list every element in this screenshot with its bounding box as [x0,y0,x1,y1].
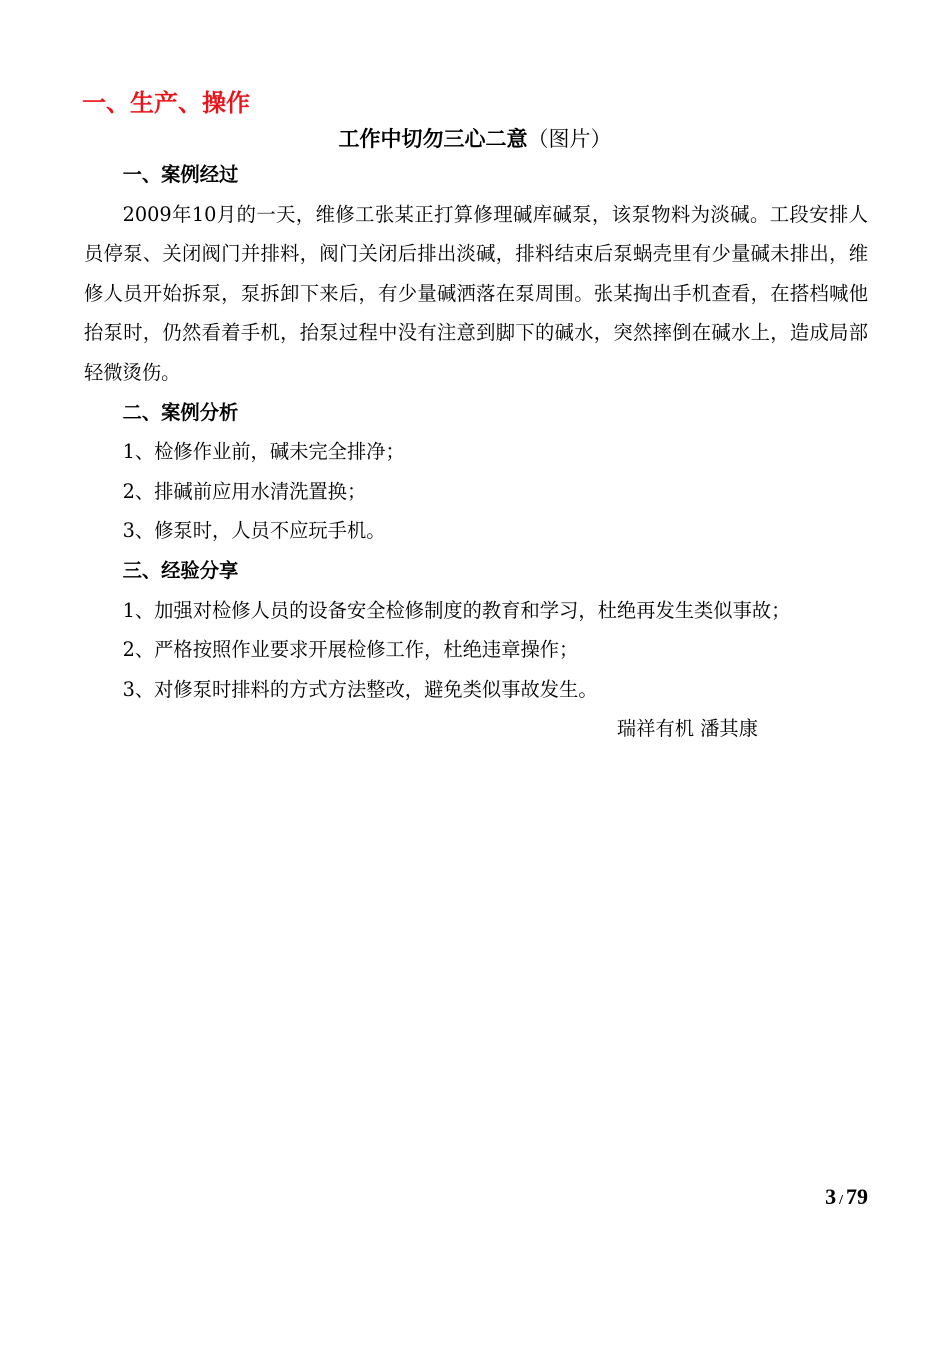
article-body [84,155,868,749]
article-title [0,120,950,158]
section-heading-process: 一、案例经过 [122,163,239,186]
analysis-item: 3、修泵时，人员不应玩手机。 [122,519,386,543]
article-title-sub: （图片） [527,127,612,151]
page-number-total: 79 [846,1184,868,1209]
page-number-separator: / [839,1193,843,1208]
lesson-item: 2、严格按照作业要求开展检修工作，杜绝违章操作； [122,638,579,662]
page-number-current: 3 [825,1184,837,1209]
section-heading-lessons: 三、经验分享 [122,558,239,582]
paragraph-process: 2009年10月的一天，维修工张某正打算修理碱库碱泵，该泵物料为淡碱。工段安排人员停泵、关闭阀门并排料，阀门关闭后排出淡碱，排料结束后泵蜗壳里有少量碱未排出，维修人员开始拆泵，泵拆卸下来后，有少量碱洒落在泵周围。张某掏出手机查看，在搭档喊他抬泵时，仍然看着手机，抬泵过程中没有注意到脚下的碱水，突然摔倒在碱水上，造成局部轻微烫伤。 [84,202,868,384]
lesson-item: 1、加强对检修人员的设备安全检修制度的教育和学习，杜绝再发生类似事故； [122,598,791,622]
section-heading-analysis: 二、案例分析 [122,400,239,424]
lesson-item: 3、对修泵时排料的方式方法整改，避免类似事故发生。 [122,677,598,701]
chapter-heading: 一、生产、操作 [82,89,250,117]
analysis-item: 2、排碱前应用水清洗置换； [122,479,367,503]
author-signature: 瑞祥有机 潘其康 [616,717,758,741]
page-number [825,1182,868,1216]
article-title-main: 工作中切勿三心二意 [338,127,528,151]
analysis-item: 1、检修作业前，碱未完全排净； [122,440,405,464]
